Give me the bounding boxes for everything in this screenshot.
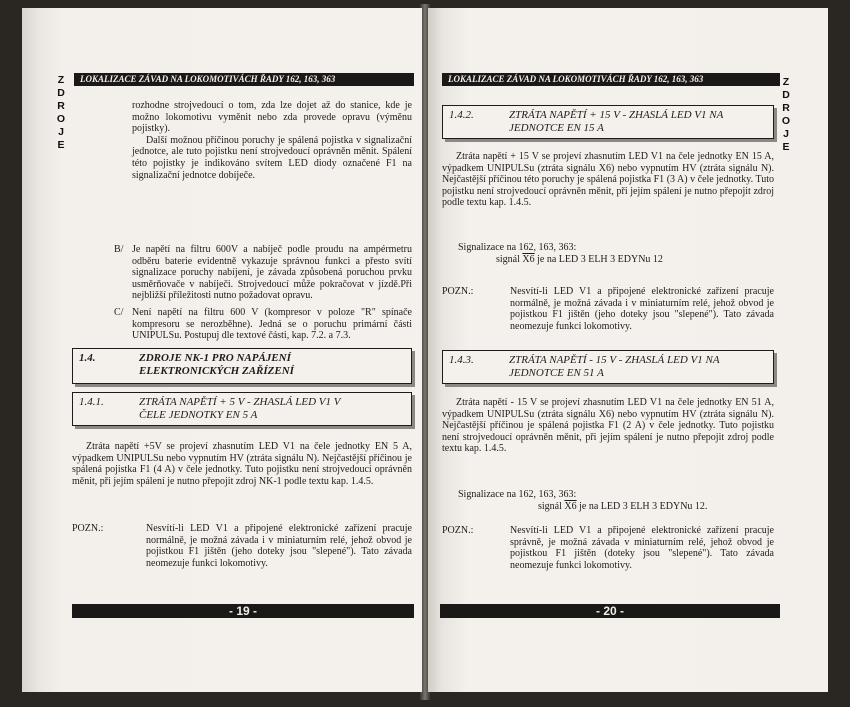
page-number-left: - 19 - <box>72 604 414 618</box>
item-text-b: Je napětí na filtru 600V a nabíječ podle proudu na ampérmetru odběru baterie evidentně vykazuje správnou funkci a přesto svítí signalizace poruchy nabíjení, je závada způsobená poruchou prvku usměrňovače v nabíječi. Strojvedoucí může pokračovat v jízdě.Při nejbližší příležitosti nutno požadovat opravu. <box>132 244 412 302</box>
left-page <box>22 8 422 692</box>
body-1-4-3: Ztráta napětí - 15 V se projeví zhasnutím LED V1 na čele jednotky EN 51 A, výpadkem UNIPULSu (ztráta signálu X6) nebo vypnutím HV (ztráta signálu N). Nejčastější příčinou je spálená pojistka F1 (2 A) v čele jednotky. Tuto pojistku není strojvedoucí oprávněn měnit, při jejím spálení je nutno přepojit zdroj podle textu kap. 1.4.5. <box>442 397 774 455</box>
side-tab-right: Z D R O J E <box>781 76 791 153</box>
item-label-b: B/ <box>114 244 124 255</box>
body-1-4-2: Ztráta napětí + 15 V se projeví zhasnutím LED V1 na čele jednotky EN 15 A, výpadkem UNIPULSu (ztráta signálu X6) nebo vypnutím HV (ztráta signálu N). Nejčastější příčinou této poruchy je spálená pojistka F1 (3 A) v čele jednotky. Tuto pojistku není strojvedoucí oprávněn měnit, při jejím spálení je nutno přepojit zdroj podle textu kap. 1.4.5. <box>442 151 774 209</box>
fuse-paragraph: Další možnou příčinou poruchy je spálená pojistka v signalizační jednotce, ale tuto pojistku není strojvedoucí oprávněn měnit. Spálení této pojistky je indikováno svítem LED diody označené F1 na signalizační jednotce dobíječe. <box>132 134 412 181</box>
right-page <box>428 8 828 692</box>
note-label-right-2: POZN.: <box>442 525 474 536</box>
item-label-c: C/ <box>114 307 124 318</box>
subsection-heading-1-4-1: 1.4.1. ZTRÁTA NAPĚTÍ + 5 V - ZHASLÁ LED V1 V ČELE JEDNOTKY EN 5 A <box>72 392 412 426</box>
subsection-heading-1-4-3: 1.4.3. ZTRÁTA NAPĚTÍ - 15 V - ZHASLÁ LED V1 NA JEDNOTCE EN 51 A <box>442 350 774 384</box>
section-heading-1-4: 1.4. ZDROJE NK-1 PRO NAPÁJENÍ ELEKTRONICKÝCH ZAŘÍZENÍ <box>72 348 412 384</box>
body-1-4-1: Ztráta napětí +5V se projeví zhasnutím LED V1 na čele jednotky EN 5 A, výpadkem UNIPULSu nebo vypnutím HV (ztráta signálu N). Nejčastější příčinou je spálená pojistka F1 (4 A) v čele jednotky. Tuto pojistku není strojvedoucí oprávněn měnit, při jejím spálení je nutno přepojit zdroj NK-1 podle textu kap. 1.4.5. <box>72 441 412 487</box>
signal-block-2: Signalizace na 162, 163, 363: signál X6 je na LED 3 ELH 3 EDYNu 12. <box>458 489 708 512</box>
subsection-heading-1-4-2: 1.4.2. ZTRÁTA NAPĚTÍ + 15 V - ZHASLÁ LED V1 NA JEDNOTCE EN 15 A <box>442 105 774 139</box>
note-label-left: POZN.: <box>72 523 104 534</box>
note-label-right-1: POZN.: <box>442 286 474 297</box>
note-text-left: Nesvítí-li LED V1 a připojené elektronické zařízení pracuje normálně, je možná závada i v miniaturním relé, jehož obvod je pojistkou F1 jištěn (jeho doteky jsou "slepené"). Tato závada neomezuje funkci lokomotivy. <box>146 523 412 569</box>
note-text-right-1: Nesvítí-li LED V1 a připojené elektronické zařízení pracuje normálně, je možná závada i v miniaturním relé, jehož obvod je pojistkou F1 jištěn (jeho doteky jsou "slepené"). Tato závada neomezuje funkci lokomotivy. <box>510 286 774 332</box>
intro-paragraph: rozhodne strojvedoucí o tom, zda lze dojet až do stanice, kde je možno lokomotivu vyměnit nebo zda provede opravu (výměnu pojistky). Další možnou příčinou poruchy je spálená pojistka v signalizační jednotce, ale tuto pojistku není strojvedoucí oprávněn měnit. Spálení této pojistky je indikováno svítem LED diody označené F1 na signalizační jednotce dobíječe. <box>132 100 412 181</box>
item-text-c: Není napětí na filtru 600 V (kompresor v poloze "R" spínače kompresoru se nerozběhne). Jedná se o poruchu primární části UNIPULSu. Postupuj dle textové části, kap. 7.2. a 7.3. <box>132 307 412 342</box>
running-header-right: LOKALIZACE ZÁVAD NA LOKOMOTIVÁCH ŘADY 162, 163, 363 <box>442 73 780 86</box>
running-header-left: LOKALIZACE ZÁVAD NA LOKOMOTIVÁCH ŘADY 162, 163, 363 <box>74 73 414 86</box>
signal-block-1: Signalizace na 162, 163, 363: signál X6 je na LED 3 ELH 3 EDYNu 12 <box>458 242 663 265</box>
page-number-right: - 20 - <box>440 604 780 618</box>
side-tab-left: Z D R O J E <box>56 74 66 151</box>
note-text-right-2: Nesvítí-li LED V1 a připojené elektronické zařízení pracuje správně, je možná závada v miniaturním relé, jehož obvod je pojistkou F1 jištěn (doteky jsou "slepené"). Tato závada neomezuje funkci lokomotivy. <box>510 525 774 571</box>
